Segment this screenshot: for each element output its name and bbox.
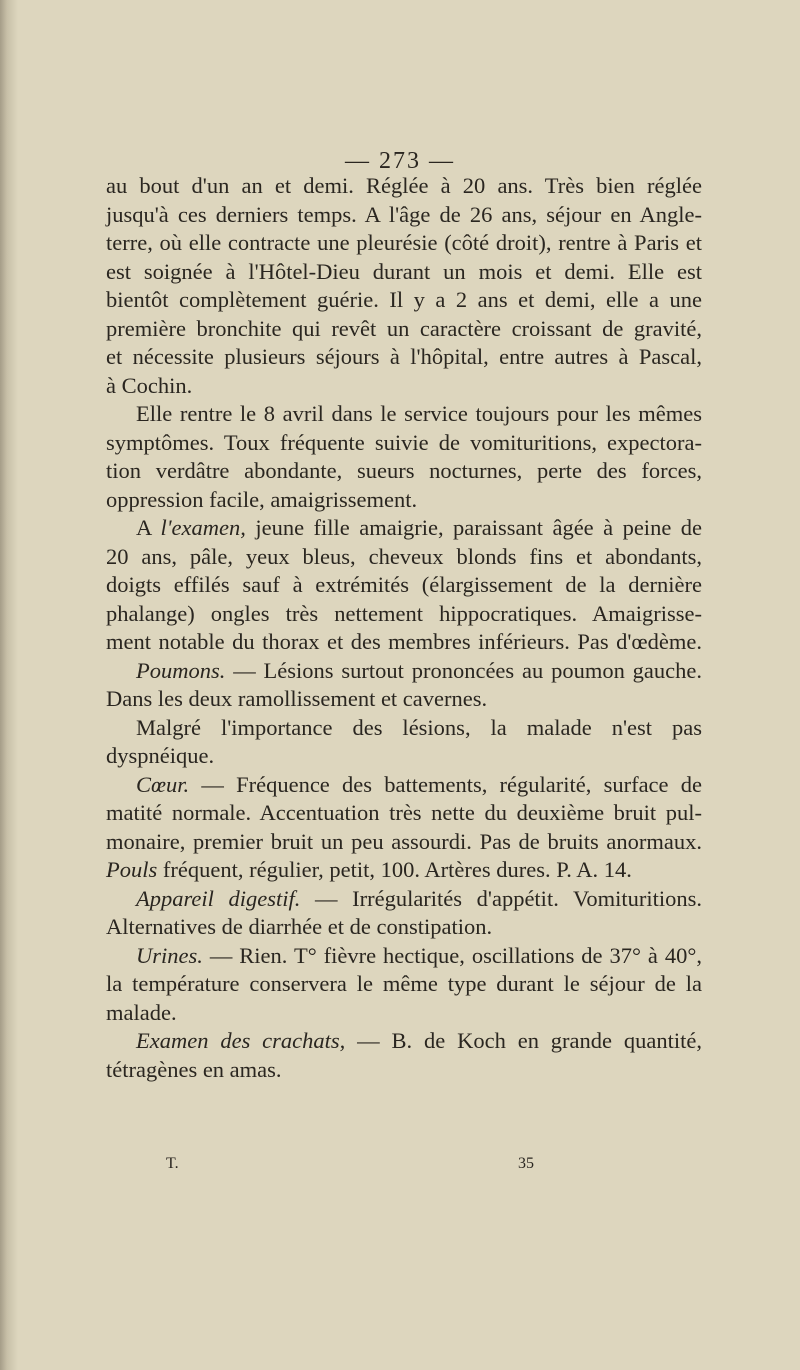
text-line xyxy=(106,913,702,942)
text-run: phalange) ongles très nettement hippocratiques. Amaigrisse- xyxy=(106,600,702,626)
text-run: symptômes. Toux fréquente suivie de vomituritions, expectora- xyxy=(106,429,702,455)
text-line xyxy=(106,799,702,828)
text-run: — B. de Koch en grande quantité, xyxy=(345,1028,702,1053)
text-run: — Rien. T° fièvre hectique, oscillations de 37° à 40°, xyxy=(202,942,702,968)
page-number: — 273 — xyxy=(345,148,455,174)
text-run: monaire, premier bruit un peu assourdi. Pas de bruits anormaux. xyxy=(106,828,702,854)
text-line xyxy=(106,600,702,629)
text-run: — Fréquence des battements, régularité, surface de xyxy=(189,771,702,797)
text-run: Malgré l'importance des lésions, la malade n'est pas xyxy=(136,714,702,740)
italic-heading: Examen des crachats, xyxy=(136,1028,346,1053)
text-run: doigts effilés sauf à extrémités (élargissement de la dernière xyxy=(106,572,702,597)
text-line xyxy=(106,400,702,429)
text-line xyxy=(106,514,702,543)
text-run: première bronchite qui revêt un caractère croissant de gravité, xyxy=(106,315,702,341)
text-run: Elle rentre le 8 avril dans le service toujours pour les mêmes xyxy=(136,401,702,426)
text-line xyxy=(106,258,702,287)
body-text xyxy=(106,172,702,1084)
text-run: fréquent, régulier, petit, 100. Artères dures. P. A. 14. xyxy=(157,857,632,882)
italic-heading: Urines. xyxy=(136,942,203,968)
text-line xyxy=(106,742,702,771)
text-line xyxy=(106,343,702,372)
text-line xyxy=(106,970,702,999)
text-run: — Irrégularités d'appétit. Vomituritions. xyxy=(300,885,702,911)
text-line xyxy=(106,229,702,258)
italic-heading: Cœur. xyxy=(136,771,190,797)
text-line xyxy=(106,999,702,1028)
text-line xyxy=(106,942,702,971)
text-line xyxy=(106,372,702,401)
text-run: jeune fille amaigrie, paraissant âgée à peine de xyxy=(245,515,702,540)
text-line xyxy=(106,714,702,743)
text-line xyxy=(106,657,702,686)
text-line xyxy=(106,486,702,515)
text-line xyxy=(106,1056,702,1085)
text-run: et nécessite plusieurs séjours à l'hôpital, entre autres à Pascal, xyxy=(106,344,702,369)
italic-heading: l'examen, xyxy=(160,515,246,540)
text-line xyxy=(106,571,702,600)
text-run: Dans les deux ramollissement et cavernes. xyxy=(106,686,488,711)
text-run: à Cochin. xyxy=(106,372,193,398)
sheet-number: 35 xyxy=(518,1155,534,1172)
italic-heading: Appareil digestif. xyxy=(136,885,301,911)
text-run: — Lésions surtout prononcées au poumon gauche. xyxy=(225,657,702,683)
text-line xyxy=(106,685,702,714)
text-line xyxy=(106,771,702,800)
text-run: malade. xyxy=(106,999,177,1025)
text-line xyxy=(106,172,702,201)
text-run: oppression facile, amaigrissement. xyxy=(106,486,418,512)
text-run: 20 ans, pâle, yeux bleus, cheveux blonds fins et abondants, xyxy=(106,543,702,569)
text-run: tétragènes en amas. xyxy=(106,1056,282,1082)
text-line xyxy=(106,828,702,857)
text-run: terre, où elle contracte une pleurésie (côté droit), rentre à Paris et xyxy=(106,230,702,255)
text-line xyxy=(106,201,702,230)
text-line xyxy=(106,628,702,657)
text-run: au bout d'un an et demi. Réglée à 20 ans. Très bien réglée xyxy=(106,173,702,198)
italic-heading: Poumons. xyxy=(136,657,226,683)
italic-heading: Pouls xyxy=(106,857,158,882)
text-run: matité normale. Accentuation très nette du deuxième bruit pul- xyxy=(106,800,702,825)
text-run: est soignée à l'Hôtel-Dieu durant un mois et demi. Elle est xyxy=(106,258,702,284)
text-line xyxy=(106,315,702,344)
text-line xyxy=(106,885,702,914)
text-run: tion verdâtre abondante, sueurs nocturnes, perte des forces, xyxy=(106,458,702,483)
text-line xyxy=(106,286,702,315)
text-run: jusqu'à ces derniers temps. A l'âge de 26 ans, séjour en Angle- xyxy=(106,201,702,227)
text-line xyxy=(106,543,702,572)
text-run: A xyxy=(136,515,161,540)
text-run: bientôt complètement guérie. Il y a 2 ans et demi, elle a une xyxy=(106,287,702,312)
text-line xyxy=(106,856,702,885)
text-line xyxy=(106,457,702,486)
text-line xyxy=(106,1027,702,1056)
page-edge xyxy=(0,0,18,1370)
text-line xyxy=(106,429,702,458)
text-run: Alternatives de diarrhée et de constipation. xyxy=(106,914,493,939)
text-run: ment notable du thorax et des membres inférieurs. Pas d'œdème. xyxy=(106,629,702,654)
signature-mark: T. xyxy=(166,1155,179,1172)
text-run: la température conservera le même type durant le séjour de la xyxy=(106,971,702,996)
text-run: dyspnéique. xyxy=(106,743,215,768)
